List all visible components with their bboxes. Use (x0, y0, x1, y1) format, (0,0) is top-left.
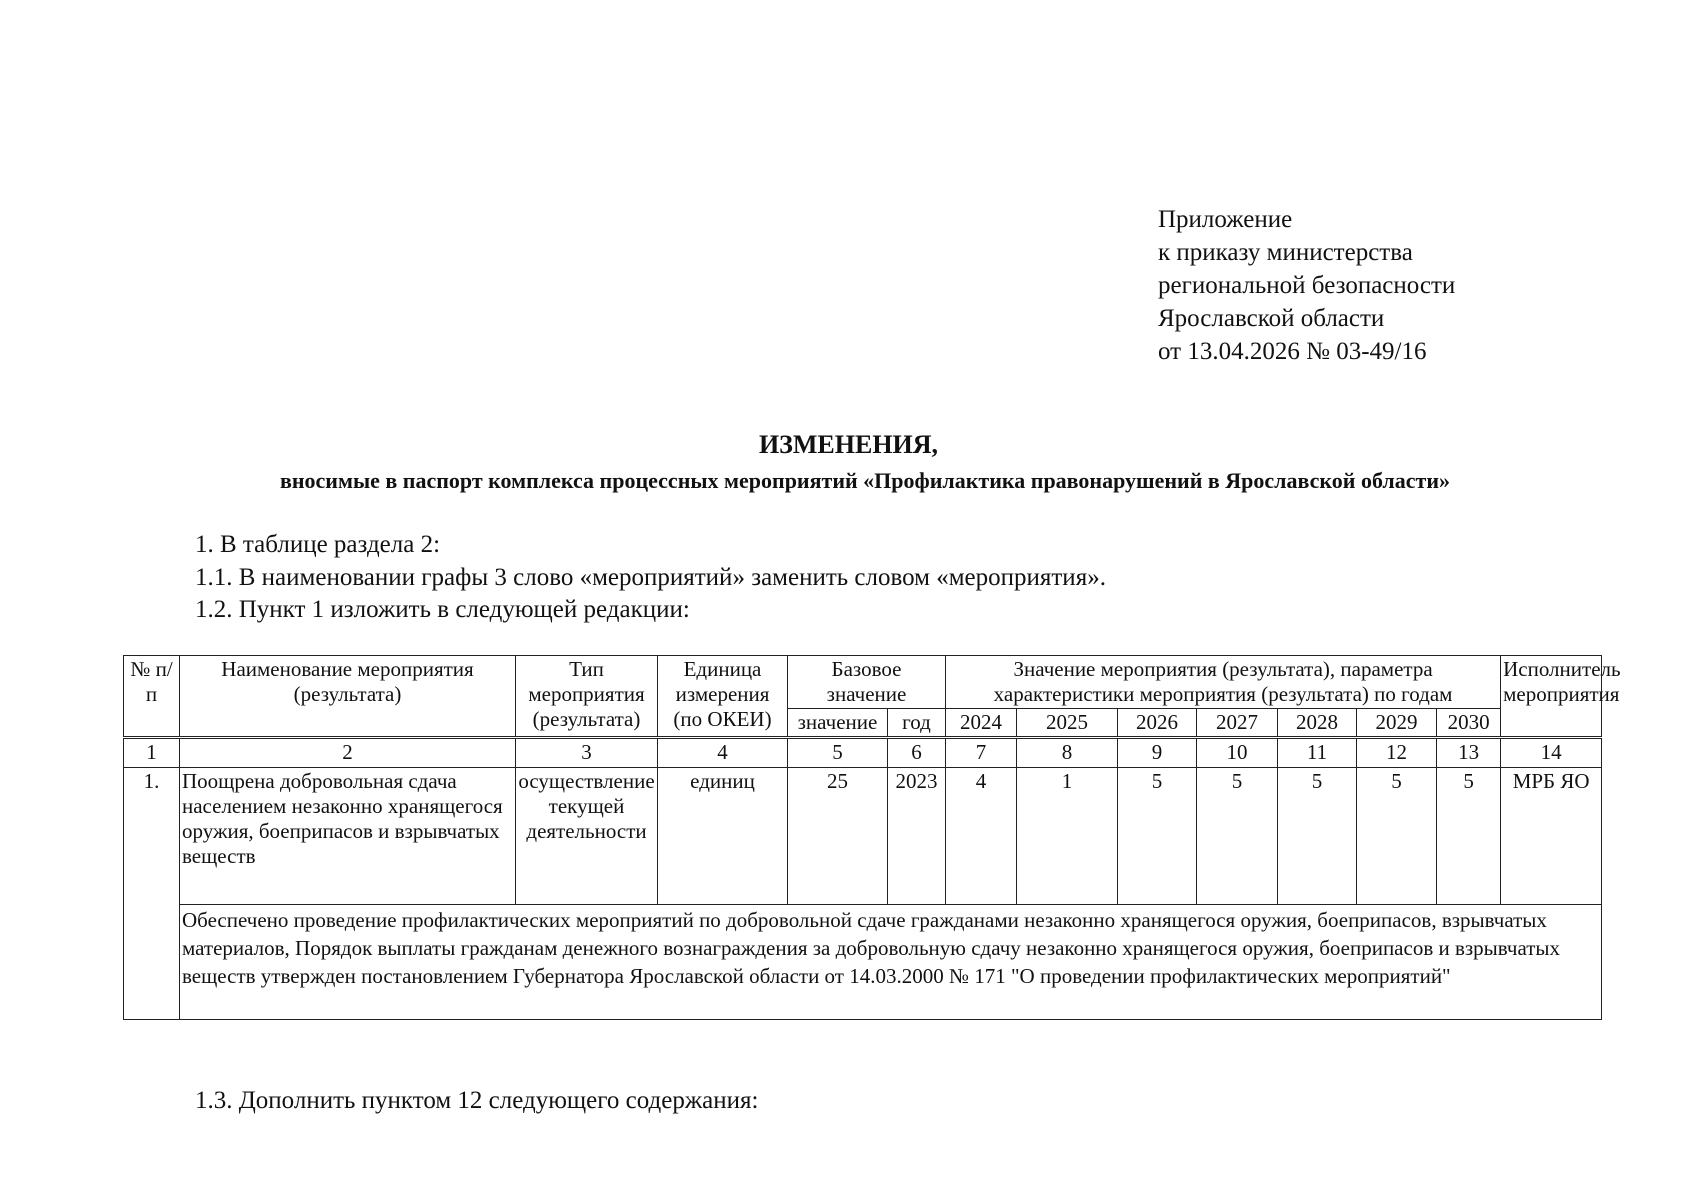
row-name: Поощрена добровольная сдача населением незаконно хранящегося оружия, боеприпасов и взрывчатых веществ (180, 768, 516, 905)
table-row (124, 768, 1602, 905)
column-number: 11 (1278, 738, 1357, 768)
column-number: 8 (1017, 738, 1118, 768)
header-year: 2026 (1118, 709, 1197, 738)
row-base-value: 25 (788, 768, 888, 905)
row-year-value: 5 (1278, 768, 1357, 905)
header-base-year: год (888, 709, 946, 738)
header-year: 2024 (946, 709, 1017, 738)
column-number: 10 (1197, 738, 1278, 768)
header-base-value: значение (788, 709, 888, 738)
column-number: 12 (1357, 738, 1437, 768)
column-number: 13 (1437, 738, 1501, 768)
appendix-line: Приложение (1158, 206, 1293, 233)
document-subtitle: вносимые в паспорт комплекса процессных мероприятий «Профилактика правонарушений в Ярославской области» (279, 468, 1451, 493)
header-num: № п/п (124, 656, 180, 738)
header-base: Базовое значение (788, 656, 946, 709)
row-unit: единиц (658, 768, 788, 905)
header-type: Тип мероприятия (результата) (516, 656, 658, 738)
header-year: 2029 (1357, 709, 1437, 738)
header-year: 2028 (1278, 709, 1357, 738)
row-num: 1. (124, 768, 180, 1020)
column-number: 7 (946, 738, 1017, 768)
column-number: 1 (124, 738, 180, 768)
row-executor: МРБ ЯО (1501, 768, 1602, 905)
row-type: осуществление текущей деятельности (516, 768, 658, 905)
column-number: 2 (180, 738, 516, 768)
header-values: Значение мероприятия (результата), параметра характеристики мероприятия (результата) по годам (946, 656, 1501, 709)
document-title: ИЗМЕНЕНИЯ, (758, 430, 939, 459)
column-number: 3 (516, 738, 658, 768)
header-executor: Исполнитель мероприятия (1501, 656, 1602, 738)
paragraph-1-2: 1.2. Пункт 1 изложить в следующей редакции: (195, 596, 690, 623)
header-unit: Единица измерения (по ОКЕИ) (658, 656, 788, 738)
row-year-value: 5 (1437, 768, 1501, 905)
row-year-value: 5 (1197, 768, 1278, 905)
row-year-value: 1 (1017, 768, 1118, 905)
column-number: 14 (1501, 738, 1602, 768)
measures-table (123, 655, 1621, 1020)
appendix-block (1158, 203, 1455, 368)
appendix-line: региональной безопасности (1158, 272, 1456, 299)
row-year-value: 5 (1357, 768, 1437, 905)
row-year-value: 5 (1118, 768, 1197, 905)
column-number: 9 (1118, 738, 1197, 768)
row-year-value: 4 (946, 768, 1017, 905)
row-base-year: 2023 (888, 768, 946, 905)
paragraph-1: 1. В таблице раздела 2: (195, 531, 441, 558)
column-number: 6 (888, 738, 946, 768)
row-description: Обеспечено проведение профилактических мероприятий по добровольной сдаче гражданами незаконно хранящегося оружия, боеприпасов, взрывчатых материалов, Порядок выплаты гражданам денежного вознаграждения за добровольную сдачу незаконно хранящегося оружия, боеприпасов и взрывчатых веществ утвержден постановлением Губернатора Ярославской области от 14.03.2000 № 171 "О проведении профилактических мероприятий" (180, 905, 1602, 1020)
column-number: 4 (658, 738, 788, 768)
appendix-line: к приказу министерства (1158, 239, 1413, 266)
header-name: Наименование мероприятия (результата) (180, 656, 516, 738)
header-year: 2030 (1437, 709, 1501, 738)
header-year: 2027 (1197, 709, 1278, 738)
paragraph-1-3: 1.3. Дополнить пунктом 12 следующего содержания: (195, 1087, 759, 1114)
column-number: 5 (788, 738, 888, 768)
paragraph-1-1: 1.1. В наименовании графы 3 слово «мероприятий» заменить словом «мероприятия». (195, 564, 1106, 591)
appendix-date: от 13.04.2026 № 03-49/16 (1158, 338, 1427, 365)
appendix-line: Ярославской области (1158, 305, 1385, 332)
header-year: 2025 (1017, 709, 1118, 738)
